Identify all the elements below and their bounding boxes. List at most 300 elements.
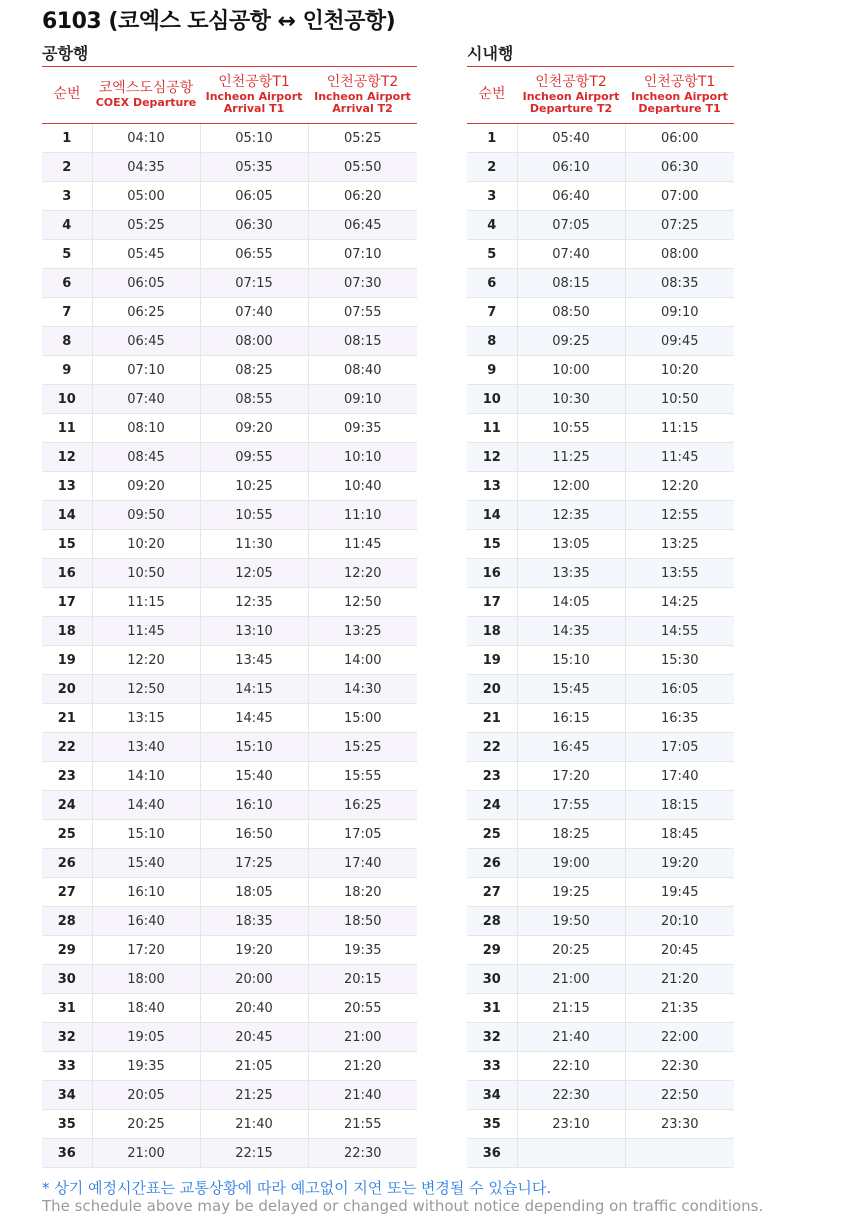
time-cell: 20:45 xyxy=(625,936,734,965)
table-header-row xyxy=(467,67,734,124)
table-row xyxy=(42,965,417,994)
table-row xyxy=(42,994,417,1023)
row-number: 2 xyxy=(467,153,517,182)
table-row xyxy=(42,588,417,617)
time-cell: 06:40 xyxy=(517,182,625,211)
table-row xyxy=(42,240,417,269)
time-cell: 10:20 xyxy=(92,530,200,559)
time-cell: 10:00 xyxy=(517,356,625,385)
row-number: 8 xyxy=(467,327,517,356)
time-cell: 11:10 xyxy=(308,501,417,530)
time-cell: 15:10 xyxy=(517,646,625,675)
table-row xyxy=(467,124,734,153)
row-number: 5 xyxy=(42,240,92,269)
time-cell xyxy=(517,1139,625,1168)
time-cell: 07:10 xyxy=(308,240,417,269)
header-t2-ko: 인천공항T2 xyxy=(326,74,399,91)
table-row xyxy=(467,1139,734,1168)
time-cell: 21:20 xyxy=(308,1052,417,1081)
time-cell: 20:55 xyxy=(308,994,417,1023)
time-cell: 22:30 xyxy=(625,1052,734,1081)
row-number: 2 xyxy=(42,153,92,182)
time-cell: 13:15 xyxy=(92,704,200,733)
row-number: 32 xyxy=(42,1023,92,1052)
table-row xyxy=(467,762,734,791)
header-t2-en: Incheon Airport Arrival T2 xyxy=(314,89,411,115)
time-cell: 13:35 xyxy=(517,559,625,588)
table-row xyxy=(467,530,734,559)
time-cell: 08:15 xyxy=(308,327,417,356)
time-cell: 10:25 xyxy=(200,472,308,501)
row-number: 27 xyxy=(467,878,517,907)
row-number: 34 xyxy=(467,1081,517,1110)
table-row xyxy=(467,269,734,298)
time-cell: 05:25 xyxy=(308,124,417,153)
table-row xyxy=(42,936,417,965)
time-cell: 04:10 xyxy=(92,124,200,153)
time-cell: 19:35 xyxy=(308,936,417,965)
time-cell: 05:50 xyxy=(308,153,417,182)
table-row xyxy=(467,791,734,820)
row-number: 26 xyxy=(42,849,92,878)
time-cell: 13:05 xyxy=(517,530,625,559)
row-number: 5 xyxy=(467,240,517,269)
time-cell: 21:05 xyxy=(200,1052,308,1081)
time-cell: 16:10 xyxy=(92,878,200,907)
row-number: 3 xyxy=(467,182,517,211)
time-cell: 06:10 xyxy=(517,153,625,182)
table-row xyxy=(42,733,417,762)
time-cell: 21:25 xyxy=(200,1081,308,1110)
row-number: 29 xyxy=(467,936,517,965)
time-cell: 21:00 xyxy=(92,1139,200,1168)
table-row xyxy=(42,414,417,443)
time-cell: 13:40 xyxy=(92,733,200,762)
row-number: 9 xyxy=(42,356,92,385)
row-number: 18 xyxy=(467,617,517,646)
time-cell: 09:20 xyxy=(92,472,200,501)
time-cell: 19:35 xyxy=(92,1052,200,1081)
row-number: 11 xyxy=(467,414,517,443)
notice-korean: * 상기 예정시간표는 교통상황에 따라 예고없이 지연 또는 변경될 수 있습니다. xyxy=(42,1179,552,1197)
time-cell: 14:30 xyxy=(308,675,417,704)
row-number: 19 xyxy=(42,646,92,675)
table-row xyxy=(467,211,734,240)
time-cell: 15:40 xyxy=(200,762,308,791)
table-row xyxy=(42,269,417,298)
table-row xyxy=(467,443,734,472)
header-t1-arrival xyxy=(200,67,308,124)
time-cell: 09:10 xyxy=(625,298,734,327)
to-airport-label: 공항행 xyxy=(42,44,89,63)
time-cell: 17:20 xyxy=(92,936,200,965)
time-cell: 13:10 xyxy=(200,617,308,646)
table-row xyxy=(467,501,734,530)
time-cell: 22:15 xyxy=(200,1139,308,1168)
time-cell: 14:00 xyxy=(308,646,417,675)
time-cell: 16:35 xyxy=(625,704,734,733)
time-cell: 22:30 xyxy=(517,1081,625,1110)
row-number: 20 xyxy=(467,675,517,704)
time-cell: 19:50 xyxy=(517,907,625,936)
time-cell: 20:45 xyxy=(200,1023,308,1052)
time-cell: 06:30 xyxy=(200,211,308,240)
time-cell: 16:05 xyxy=(625,675,734,704)
table-row xyxy=(467,327,734,356)
table-row xyxy=(467,1081,734,1110)
row-number: 13 xyxy=(467,472,517,501)
header-t2-arrival xyxy=(308,67,417,124)
time-cell: 16:45 xyxy=(517,733,625,762)
time-cell: 09:45 xyxy=(625,327,734,356)
time-cell: 11:15 xyxy=(625,414,734,443)
time-cell: 12:55 xyxy=(625,501,734,530)
time-cell: 20:25 xyxy=(92,1110,200,1139)
time-cell: 10:30 xyxy=(517,385,625,414)
time-cell: 05:00 xyxy=(92,182,200,211)
time-cell: 06:00 xyxy=(625,124,734,153)
table-row xyxy=(42,907,417,936)
row-number: 10 xyxy=(467,385,517,414)
row-number: 15 xyxy=(42,530,92,559)
time-cell: 10:55 xyxy=(517,414,625,443)
table-row xyxy=(467,472,734,501)
row-number: 13 xyxy=(42,472,92,501)
time-cell: 15:10 xyxy=(200,733,308,762)
row-number: 26 xyxy=(467,849,517,878)
header-t1-ko: 인천공항T1 xyxy=(218,74,290,91)
header-t1-en: Incheon Airport Arrival T1 xyxy=(205,89,303,115)
row-number: 12 xyxy=(42,443,92,472)
time-cell: 10:20 xyxy=(625,356,734,385)
header-coex-en: COEX Departure xyxy=(95,95,197,109)
time-cell: 10:50 xyxy=(625,385,734,414)
time-cell: 13:25 xyxy=(625,530,734,559)
time-cell: 21:40 xyxy=(308,1081,417,1110)
time-cell: 15:25 xyxy=(308,733,417,762)
page-title: 6103 (코엑스 도심공항 ↔ 인천공항) xyxy=(42,9,396,34)
time-cell: 11:30 xyxy=(200,530,308,559)
table-row xyxy=(467,1052,734,1081)
time-cell: 10:55 xyxy=(200,501,308,530)
time-cell: 15:10 xyxy=(92,820,200,849)
time-cell: 12:20 xyxy=(308,559,417,588)
time-cell: 08:00 xyxy=(200,327,308,356)
time-cell: 06:45 xyxy=(92,327,200,356)
time-cell: 09:25 xyxy=(517,327,625,356)
time-cell: 05:40 xyxy=(517,124,625,153)
row-number: 15 xyxy=(467,530,517,559)
time-cell: 08:35 xyxy=(625,269,734,298)
header-t1-departure xyxy=(625,67,734,124)
table-row xyxy=(467,878,734,907)
time-cell: 11:25 xyxy=(517,443,625,472)
table-row xyxy=(467,994,734,1023)
to-airport-table xyxy=(42,66,417,1168)
time-cell: 07:40 xyxy=(92,385,200,414)
time-cell: 22:00 xyxy=(625,1023,734,1052)
row-number: 36 xyxy=(42,1139,92,1168)
table-row xyxy=(42,1052,417,1081)
time-cell: 10:50 xyxy=(92,559,200,588)
time-cell: 14:05 xyxy=(517,588,625,617)
table-row xyxy=(467,356,734,385)
table-row xyxy=(42,443,417,472)
row-number: 30 xyxy=(42,965,92,994)
row-number: 33 xyxy=(42,1052,92,1081)
row-number: 31 xyxy=(42,994,92,1023)
row-number: 31 xyxy=(467,994,517,1023)
time-cell: 06:05 xyxy=(200,182,308,211)
time-cell: 06:05 xyxy=(92,269,200,298)
row-number: 30 xyxy=(467,965,517,994)
row-number: 16 xyxy=(467,559,517,588)
header-t2-ko: 인천공항T2 xyxy=(535,74,607,91)
time-cell: 11:45 xyxy=(625,443,734,472)
table-row xyxy=(42,849,417,878)
row-number: 22 xyxy=(467,733,517,762)
table-row xyxy=(467,675,734,704)
time-cell: 23:30 xyxy=(625,1110,734,1139)
row-number: 10 xyxy=(42,385,92,414)
row-number: 23 xyxy=(42,762,92,791)
header-no: 순번 xyxy=(467,67,517,124)
notice-english: The schedule above may be delayed or changed without notice depending on traffic conditions. xyxy=(42,1197,764,1215)
header-t1-ko: 인천공항T1 xyxy=(643,74,716,91)
table-row xyxy=(42,182,417,211)
time-cell: 06:20 xyxy=(308,182,417,211)
time-cell: 23:10 xyxy=(517,1110,625,1139)
time-cell: 07:05 xyxy=(517,211,625,240)
time-cell: 08:45 xyxy=(92,443,200,472)
time-cell: 08:15 xyxy=(517,269,625,298)
row-number: 21 xyxy=(467,704,517,733)
time-cell: 05:45 xyxy=(92,240,200,269)
row-number: 35 xyxy=(467,1110,517,1139)
table-row xyxy=(42,472,417,501)
table-row xyxy=(42,878,417,907)
to-city-label: 시내행 xyxy=(467,44,514,63)
table-row xyxy=(42,385,417,414)
row-number: 19 xyxy=(467,646,517,675)
time-cell: 21:40 xyxy=(200,1110,308,1139)
row-number: 23 xyxy=(467,762,517,791)
row-number: 17 xyxy=(467,588,517,617)
row-number: 4 xyxy=(467,211,517,240)
time-cell: 12:35 xyxy=(517,501,625,530)
time-cell: 21:20 xyxy=(625,965,734,994)
time-cell: 15:00 xyxy=(308,704,417,733)
time-cell: 17:05 xyxy=(308,820,417,849)
table-row xyxy=(42,124,417,153)
row-number: 14 xyxy=(467,501,517,530)
time-cell: 19:20 xyxy=(625,849,734,878)
table-row xyxy=(42,501,417,530)
time-cell: 22:30 xyxy=(308,1139,417,1168)
time-cell: 08:25 xyxy=(200,356,308,385)
table-row xyxy=(467,733,734,762)
table-row xyxy=(467,240,734,269)
to-airport-rows xyxy=(42,124,417,1168)
table-header-row xyxy=(42,67,417,124)
row-number: 21 xyxy=(42,704,92,733)
time-cell: 21:55 xyxy=(308,1110,417,1139)
table-row xyxy=(467,646,734,675)
table-row xyxy=(42,211,417,240)
row-number: 36 xyxy=(467,1139,517,1168)
time-cell: 18:25 xyxy=(517,820,625,849)
time-cell: 06:45 xyxy=(308,211,417,240)
time-cell: 05:35 xyxy=(200,153,308,182)
header-coex xyxy=(92,67,200,124)
row-number: 32 xyxy=(467,1023,517,1052)
time-cell: 07:40 xyxy=(517,240,625,269)
time-cell: 12:35 xyxy=(200,588,308,617)
row-number: 9 xyxy=(467,356,517,385)
header-t2-en: Incheon Airport Departure T2 xyxy=(522,89,620,115)
time-cell: 16:40 xyxy=(92,907,200,936)
row-number: 22 xyxy=(42,733,92,762)
time-cell: 09:10 xyxy=(308,385,417,414)
row-number: 7 xyxy=(467,298,517,327)
time-cell: 15:40 xyxy=(92,849,200,878)
time-cell: 12:50 xyxy=(92,675,200,704)
time-cell: 22:50 xyxy=(625,1081,734,1110)
time-cell: 07:00 xyxy=(625,182,734,211)
time-cell: 05:10 xyxy=(200,124,308,153)
to-city-table xyxy=(467,66,734,1168)
time-cell: 12:50 xyxy=(308,588,417,617)
time-cell: 12:20 xyxy=(92,646,200,675)
time-cell: 21:15 xyxy=(517,994,625,1023)
time-cell: 19:20 xyxy=(200,936,308,965)
time-cell: 21:40 xyxy=(517,1023,625,1052)
time-cell: 13:55 xyxy=(625,559,734,588)
time-cell: 21:35 xyxy=(625,994,734,1023)
table-row xyxy=(42,791,417,820)
time-cell: 13:45 xyxy=(200,646,308,675)
row-number: 16 xyxy=(42,559,92,588)
time-cell: 07:55 xyxy=(308,298,417,327)
time-cell: 14:25 xyxy=(625,588,734,617)
row-number: 28 xyxy=(42,907,92,936)
row-number: 24 xyxy=(467,791,517,820)
table-row xyxy=(467,1023,734,1052)
time-cell: 18:35 xyxy=(200,907,308,936)
time-cell: 07:30 xyxy=(308,269,417,298)
row-number: 18 xyxy=(42,617,92,646)
time-cell: 17:55 xyxy=(517,791,625,820)
row-number: 35 xyxy=(42,1110,92,1139)
table-row xyxy=(42,675,417,704)
time-cell: 18:40 xyxy=(92,994,200,1023)
time-cell: 20:00 xyxy=(200,965,308,994)
row-number: 34 xyxy=(42,1081,92,1110)
time-cell: 18:00 xyxy=(92,965,200,994)
time-cell: 20:40 xyxy=(200,994,308,1023)
time-cell: 17:40 xyxy=(308,849,417,878)
time-cell: 14:45 xyxy=(200,704,308,733)
time-cell: 18:45 xyxy=(625,820,734,849)
time-cell: 15:30 xyxy=(625,646,734,675)
time-cell: 06:25 xyxy=(92,298,200,327)
time-cell: 18:50 xyxy=(308,907,417,936)
time-cell: 19:45 xyxy=(625,878,734,907)
time-cell: 10:40 xyxy=(308,472,417,501)
row-number: 25 xyxy=(42,820,92,849)
time-cell: 18:15 xyxy=(625,791,734,820)
row-number: 28 xyxy=(467,907,517,936)
time-cell: 20:05 xyxy=(92,1081,200,1110)
time-cell: 20:25 xyxy=(517,936,625,965)
time-cell: 16:50 xyxy=(200,820,308,849)
row-number: 24 xyxy=(42,791,92,820)
row-number: 20 xyxy=(42,675,92,704)
table-row xyxy=(42,1139,417,1168)
time-cell: 09:35 xyxy=(308,414,417,443)
table-row xyxy=(467,965,734,994)
time-cell xyxy=(625,1139,734,1168)
table-row xyxy=(42,704,417,733)
time-cell: 12:20 xyxy=(625,472,734,501)
time-cell: 12:05 xyxy=(200,559,308,588)
header-coex-ko: 코엑스도심공항 xyxy=(98,80,194,97)
time-cell: 18:05 xyxy=(200,878,308,907)
time-cell: 12:00 xyxy=(517,472,625,501)
table-row xyxy=(467,153,734,182)
time-cell: 11:15 xyxy=(92,588,200,617)
time-cell: 11:45 xyxy=(308,530,417,559)
table-row xyxy=(42,1081,417,1110)
table-row xyxy=(42,1023,417,1052)
time-cell: 17:20 xyxy=(517,762,625,791)
time-cell: 09:55 xyxy=(200,443,308,472)
row-number: 1 xyxy=(42,124,92,153)
time-cell: 08:10 xyxy=(92,414,200,443)
time-cell: 21:00 xyxy=(308,1023,417,1052)
time-cell: 17:05 xyxy=(625,733,734,762)
time-cell: 14:55 xyxy=(625,617,734,646)
table-row xyxy=(42,559,417,588)
row-number: 33 xyxy=(467,1052,517,1081)
table-row xyxy=(467,385,734,414)
time-cell: 14:15 xyxy=(200,675,308,704)
time-cell: 10:10 xyxy=(308,443,417,472)
table-row xyxy=(467,1110,734,1139)
time-cell: 16:25 xyxy=(308,791,417,820)
table-row xyxy=(42,646,417,675)
time-cell: 13:25 xyxy=(308,617,417,646)
time-cell: 08:50 xyxy=(517,298,625,327)
time-cell: 08:40 xyxy=(308,356,417,385)
time-cell: 19:05 xyxy=(92,1023,200,1052)
table-row xyxy=(467,298,734,327)
header-t2-departure xyxy=(517,67,625,124)
table-row xyxy=(42,298,417,327)
row-number: 25 xyxy=(467,820,517,849)
table-row xyxy=(467,617,734,646)
time-cell: 08:55 xyxy=(200,385,308,414)
time-cell: 08:00 xyxy=(625,240,734,269)
table-row xyxy=(467,820,734,849)
table-row xyxy=(467,182,734,211)
time-cell: 07:25 xyxy=(625,211,734,240)
time-cell: 19:00 xyxy=(517,849,625,878)
time-cell: 14:10 xyxy=(92,762,200,791)
row-number: 11 xyxy=(42,414,92,443)
time-cell: 16:10 xyxy=(200,791,308,820)
table-row xyxy=(467,559,734,588)
